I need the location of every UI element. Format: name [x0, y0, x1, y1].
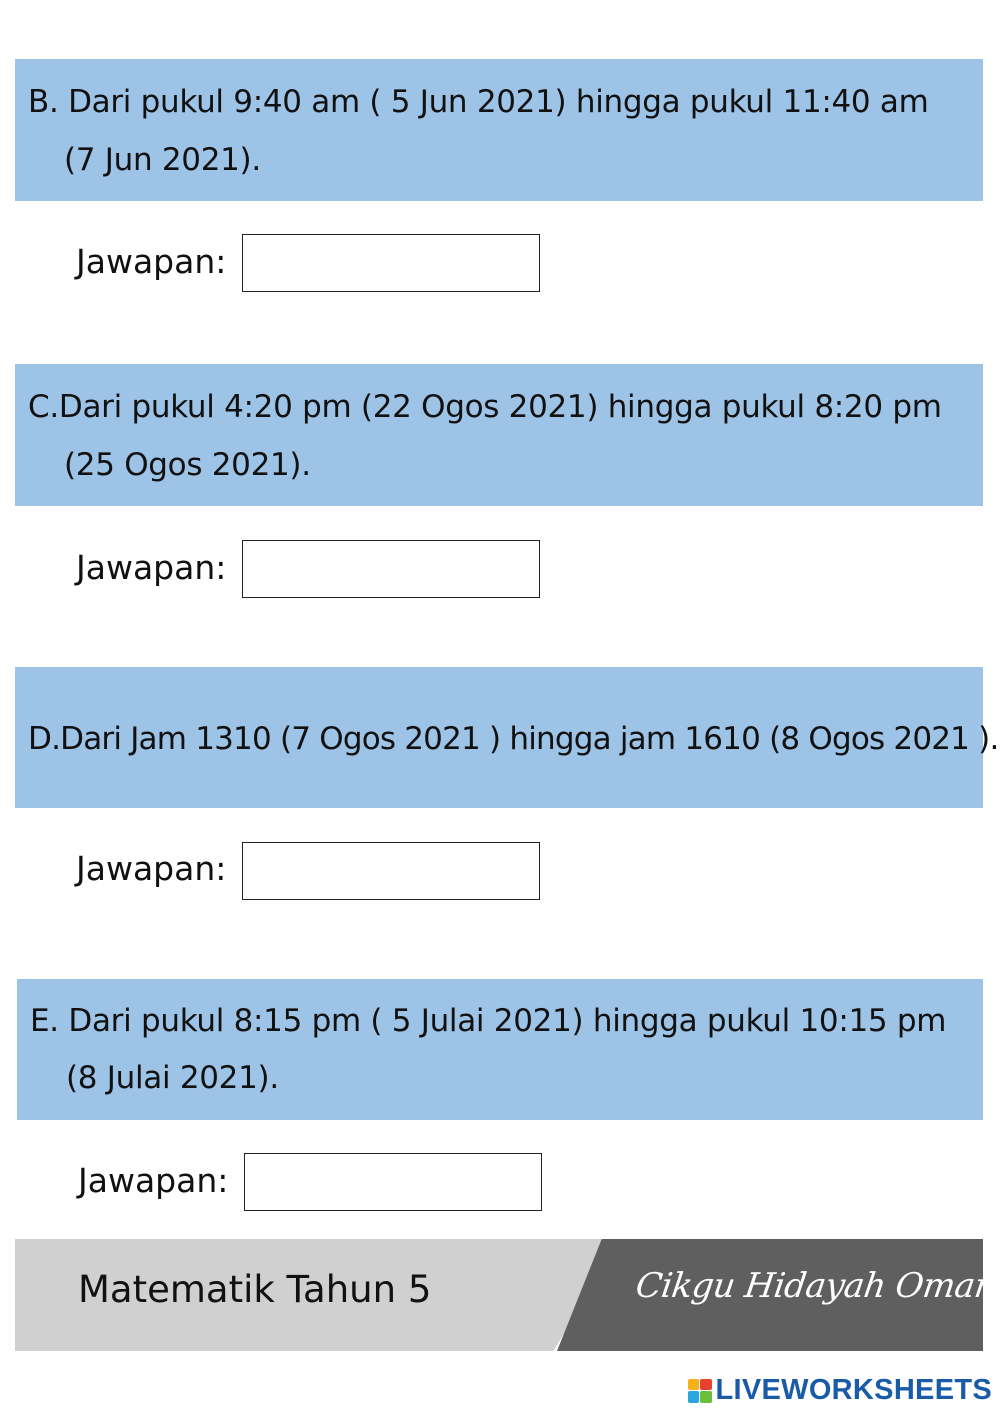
question-c-band: [15, 364, 983, 506]
question-b-text-line1: B. Dari pukul 9:40 am ( 5 Jun 2021) hingga pukul 11:40 am: [28, 84, 929, 120]
teacher-signature: Cikgu Hidayah Omar: [633, 1266, 994, 1306]
question-b-answer-label: Jawapan:: [76, 242, 227, 281]
question-c-answer-input[interactable]: [242, 540, 540, 598]
question-c-text-line2: (25 Ogos 2021).: [64, 447, 311, 483]
liveworksheets-logo-icon: [688, 1379, 712, 1403]
question-b-text-line2: (7 Jun 2021).: [64, 142, 261, 178]
question-b-band: [15, 59, 983, 201]
liveworksheets-brand: [688, 1374, 993, 1407]
question-d-text-line1: D.Dari Jam 1310 (7 Ogos 2021 ) hingga jam 1610 (8 Ogos 2021 ).: [28, 721, 999, 757]
question-d-answer-label: Jawapan:: [76, 849, 227, 888]
question-e-band: [17, 979, 983, 1120]
question-d-answer-input[interactable]: [242, 842, 540, 900]
liveworksheets-wordmark: LIVEWORKSHEETS: [715, 1374, 992, 1406]
question-e-text-line1: E. Dari pukul 8:15 pm ( 5 Julai 2021) hingga pukul 10:15 pm: [30, 1003, 947, 1039]
question-c-text-line1: C.Dari pukul 4:20 pm (22 Ogos 2021) hingga pukul 8:20 pm: [28, 389, 942, 425]
question-b-answer-input[interactable]: [242, 234, 540, 292]
question-e-answer-input[interactable]: [244, 1153, 542, 1211]
question-e-text-line2: (8 Julai 2021).: [66, 1060, 279, 1096]
footer-subject-title: Matematik Tahun 5: [78, 1268, 432, 1311]
question-c-answer-label: Jawapan:: [76, 548, 227, 587]
question-e-answer-label: Jawapan:: [78, 1161, 229, 1200]
